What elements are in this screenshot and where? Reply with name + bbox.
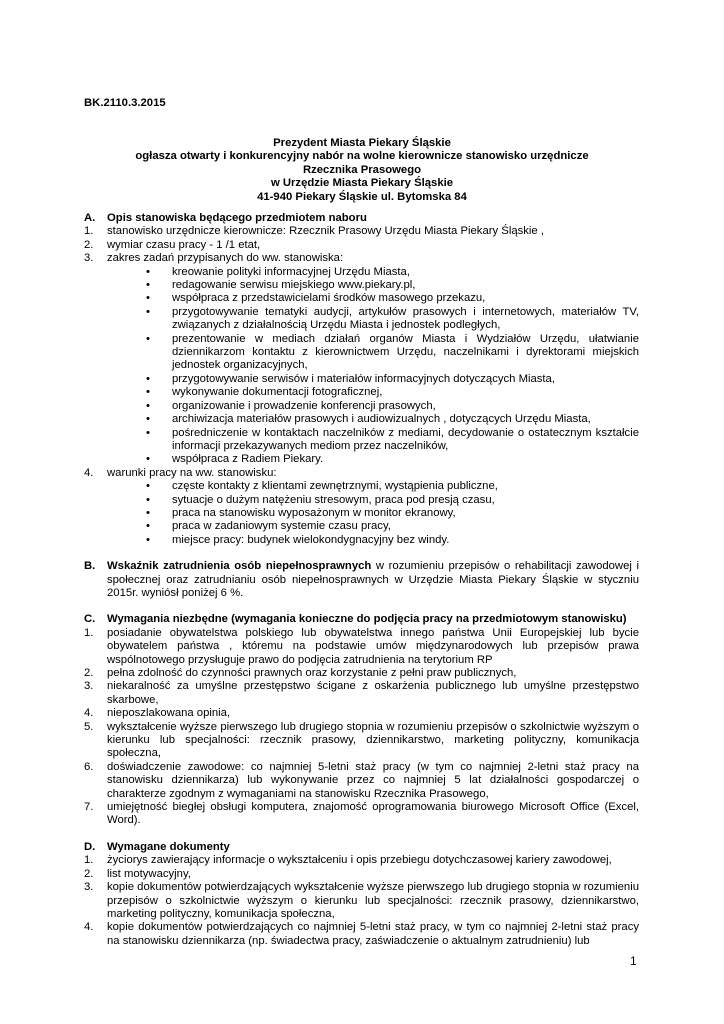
announcement-header bbox=[84, 137, 640, 204]
spacer bbox=[84, 547, 639, 560]
section-letter: B. bbox=[84, 560, 96, 573]
item-number: 4. bbox=[84, 707, 94, 720]
item-text: stanowisko urzędnicze kierownicze: Rzecznik Prasowy Urzędu Miasta Piekary Śląskie , bbox=[107, 225, 544, 238]
list-item bbox=[84, 854, 639, 867]
spacer bbox=[84, 828, 639, 841]
item-number: 3. bbox=[84, 680, 94, 693]
item-text: życiorys zawierający informacje o wykształceniu i opis przebiegu dotychczasowej kariery zawodowej, bbox=[107, 854, 612, 867]
bullet-item: • współpraca z Radiem Piekary. bbox=[146, 453, 639, 466]
header-line: Prezydent Miasta Piekary Śląskie bbox=[273, 137, 451, 149]
section-d-title bbox=[84, 841, 639, 854]
list-item bbox=[84, 921, 639, 948]
bullet-item: • częste kontakty z klientami zewnętrznymi, wystąpienia publiczne, bbox=[146, 480, 639, 493]
item-number: 4. bbox=[84, 921, 94, 934]
list-item bbox=[84, 680, 639, 707]
list-item bbox=[84, 225, 639, 238]
list-item bbox=[84, 667, 639, 680]
bullet-item: • prezentowanie w mediach działań organów Miasta i Wydziałów Urzędu, ułatwianie dziennikarzom kontaktu z kierownictwem Urzędu, naczelnikami i dyrektorami miejskich jednostek organizacyjnych, bbox=[146, 333, 639, 373]
bullet-item: • przygotowywanie serwisów i materiałów informacyjnych dotyczących Miasta, bbox=[146, 373, 639, 386]
item-text: kopie dokumentów potwierdzających co najmniej 5-letni staż pracy, w tym co najmniej 2-letni staż pracy na stanowisku dziennikarza (np. świadectwa pracy, zaświadczenie o aktualnym zatrudnieniu) lub bbox=[107, 921, 639, 947]
item-number: 5. bbox=[84, 720, 94, 733]
item-text: list motywacyjny, bbox=[107, 867, 191, 880]
item-number: 2. bbox=[84, 667, 94, 679]
bullet-item: • redagowanie serwisu miejskiego www.piekary.pl, bbox=[146, 279, 639, 292]
section-c bbox=[84, 613, 639, 828]
spacer bbox=[84, 600, 639, 613]
header-line: Rzecznika Prasowego bbox=[302, 163, 422, 176]
item-text: zakres zadań przypisanych do ww. stanowiska: bbox=[107, 252, 344, 265]
item-text: kopie dokumentów potwierdzających wykształcenie wyższe pierwszego lub drugiego stopnia w rozumieniu przepisów o szkolnictwie wyższym o kierunku lub specjalności: rzecznik prasowy, dziennikarstwo, marketing polityczny, komunikacja społeczna, bbox=[107, 881, 639, 920]
bullet-item: • kreowanie polityki informacyjnej Urzędu Miasta, bbox=[146, 266, 639, 279]
bullet-item: • sytuacje o dużym natężeniu stresowym, praca pod presją czasu, bbox=[146, 494, 639, 507]
item-text: umiejętność biegłej obsługi komputera, znajomość oprogramowania biurowego Microsoft Office (Excel, Word). bbox=[107, 801, 639, 827]
conditions-list bbox=[84, 480, 639, 547]
list-item bbox=[84, 761, 639, 801]
item-number: 3. bbox=[84, 881, 94, 894]
list-item bbox=[84, 627, 639, 667]
document-body bbox=[84, 212, 639, 948]
section-b-text: w rozumieniu przepisów o rehabilitacji zawodowej i społecznej oraz zatrudnianiu osób niepełnosprawnych w Urzędzie Miasta Piekary Śląskie w styczniu 2015r. wyniósł poniżej 6 %. bbox=[107, 560, 639, 599]
section-a bbox=[84, 212, 639, 547]
header-line: ogłasza otwarty i konkurencyjny nabór na wolne kierownicze stanowisko urzędnicze bbox=[135, 150, 589, 163]
item-text: wykształcenie wyższe pierwszego lub drugiego stopnia w rozumieniu przepisów o szkolnictwie wyższym o kierunku lub specjalności: rzecznik prasowy, dziennikarstwo, marketing polityczny, komunikacja społeczna, bbox=[107, 720, 639, 760]
bullet-item: • przygotowywanie tematyki audycji, artykułów prasowych i internetowych, materiałów TV, związanych z działalnością Urzędu Miasta i jednostek podległych, bbox=[146, 306, 639, 333]
bullet-item: • wykonywanie dokumentacji fotograficznej, bbox=[146, 386, 639, 399]
section-letter: C. bbox=[84, 613, 96, 626]
section-b bbox=[84, 560, 639, 600]
list-item bbox=[84, 707, 639, 720]
bullet-item: • archiwizacja materiałów prasowych i audiowizualnych , dotyczących Urzędu Miasta, bbox=[146, 413, 639, 426]
section-a-list bbox=[84, 225, 639, 265]
item-text: nieposzlakowana opinia, bbox=[107, 707, 231, 720]
section-a-list-continued bbox=[84, 467, 639, 480]
list-item bbox=[84, 252, 639, 265]
item-number: 2. bbox=[84, 238, 94, 251]
item-text: wymiar czasu pracy - 1 /1 etat, bbox=[107, 238, 261, 251]
section-title-text: Opis stanowiska będącego przedmiotem naboru bbox=[107, 212, 367, 224]
item-number: 3. bbox=[84, 252, 94, 265]
section-c-list bbox=[84, 627, 639, 828]
document-reference: BK.2110.3.2015 bbox=[84, 97, 166, 109]
item-number: 2. bbox=[84, 867, 94, 880]
list-item bbox=[84, 801, 639, 828]
section-b-bold-text: Wskaźnik zatrudnienia osób niepełnosprawnych bbox=[107, 560, 372, 573]
list-item bbox=[84, 239, 639, 252]
page-number: 1 bbox=[630, 954, 637, 968]
section-letter: D. bbox=[84, 840, 96, 853]
item-number: 4. bbox=[84, 466, 94, 479]
header-line: w Urzędzie Miasta Piekary Śląskie bbox=[270, 177, 454, 190]
list-item bbox=[84, 721, 639, 761]
bullet-item: • praca w zadaniowym systemie czasu pracy, bbox=[146, 520, 639, 533]
item-number: 1. bbox=[84, 225, 94, 238]
list-item bbox=[84, 868, 639, 881]
header-line: 41-940 Piekary Śląskie ul. Bytomska 84 bbox=[257, 190, 467, 203]
section-d bbox=[84, 841, 639, 948]
bullet-item: • pośredniczenie w kontaktach naczelników z mediami, decydowanie o ostatecznym kształcie informacji przekazywanych mediom przez naczelników, bbox=[146, 427, 639, 454]
item-text: posiadanie obywatelstwa polskiego lub obywatelstwa innego państwa Unii Europejskiej lub bycie obywatelem państwa , któremu na podstawie umów międzynarodowych lub przepisów prawa wspólnotowego przysługuje prawo do podjęcia zatrudnienia na terytorium RP bbox=[107, 626, 639, 666]
item-number: 1. bbox=[84, 626, 94, 639]
section-title-text: Wymagane dokumenty bbox=[107, 840, 230, 853]
item-number: 1. bbox=[84, 854, 94, 867]
bullet-item: • miejsce pracy: budynek wielokondygnacyjny bez windy. bbox=[146, 534, 639, 547]
list-item bbox=[84, 881, 639, 921]
item-text: pełna zdolność do czynności prawnych oraz korzystanie z pełni praw publicznych, bbox=[107, 667, 517, 679]
section-a-title bbox=[84, 212, 639, 225]
section-c-title bbox=[84, 613, 639, 626]
bullet-item: • praca na stanowisku wyposażonym w monitor ekranowy, bbox=[146, 507, 639, 520]
item-number: 6. bbox=[84, 760, 94, 773]
item-text: doświadczenie zawodowe: co najmniej 5-letni staż pracy (w tym co najmniej 2-letni staż pracy na stanowisku dziennikarza) lub wykonywanie przez co najmniej 5 lat działalności gospodarczej o charakterze zgodnym z wymaganiami na stanowisku Rzecznika Prasowego, bbox=[107, 760, 639, 800]
item-text: niekaralność za umyślne przestępstwo ścigane z oskarżenia publicznego lub umyślne przestępstwo skarbowe, bbox=[107, 680, 639, 706]
bullet-item: • współpraca z przedstawicielami środków masowego przekazu, bbox=[146, 292, 639, 305]
section-title-text: Wymagania niezbędne (wymagania konieczne do podjęcia pracy na przedmiotowym stanowisku) bbox=[107, 613, 627, 626]
section-d-list bbox=[84, 854, 639, 948]
list-item bbox=[84, 467, 639, 480]
item-number: 7. bbox=[84, 801, 94, 814]
bullet-item: • organizowanie i prowadzenie konferencji prasowych, bbox=[146, 400, 639, 413]
duties-list bbox=[84, 266, 639, 467]
section-letter: A. bbox=[84, 212, 96, 224]
item-text: warunki pracy na ww. stanowisku: bbox=[107, 466, 277, 479]
